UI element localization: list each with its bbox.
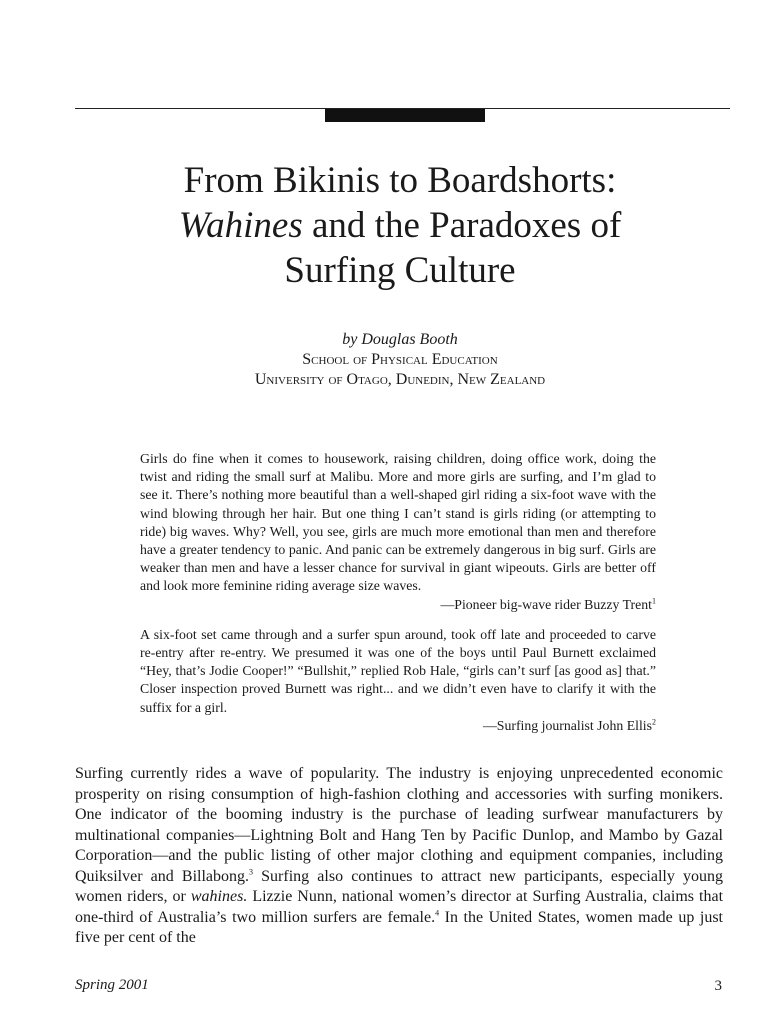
title-line-1: From Bikinis to Boardshorts: [183, 160, 617, 201]
italic-term: wahines. [190, 888, 248, 905]
university: University of Otago, Dunedin, New Zealand [254, 371, 546, 388]
title-line-3: Surfing Culture [284, 250, 516, 291]
epigraph-text: A six-foot set came through and a surfer spun around, took off late and proceeded to carve re-entry after re-entry. We presumed it was one of the boys until Paul Burnett exclaimed “Hey, that’s Jodie Cooper!” “Bullshit,” replied Rob Hale, “girls can’t surf [as good as] that.” Closer inspection proved Burnett was right... and we didn’t even have to clarify it with the suffix for a girl. [140, 626, 656, 715]
title-italic-word: Wahines [178, 205, 303, 246]
epigraphs [140, 450, 656, 735]
epigraph-2 [140, 626, 656, 735]
epigraph-text: Girls do fine when it comes to housework, raising children, doing office work, doing the twist and riding the small surf at Malibu. More and more girls are surfing, and I’m glad to see it. There’s nothing more beautiful than a well-shaped girl riding a six-foot wave with the wind blowing through her hair. But one thing I can’t stand is girls riding (or attempting to ride) big waves. Why? Well, you see, girls are much more emotional than men and therefore have a greater tendency to panic. And panic can be extremely dangerous in big surf. Girls are weaker than men and have a lesser chance for survival in giant wipeouts. Girls are better off and look more feminine riding average size waves. [140, 451, 656, 594]
header-rule-block [325, 109, 485, 122]
journal-issue: Spring 2001 [75, 977, 149, 993]
byline [150, 330, 650, 390]
epigraph-attribution: —Surfing journalist John Ellis$^2$ [482, 717, 656, 733]
title-line-2-rest: and the Paradoxes of [302, 205, 622, 246]
department: School of Physical Education [302, 351, 498, 368]
body-paragraph: Surfing currently rides a wave of popularity. The industry is enjoying unprecedented economic prosperity on rising consumption of high-fashion clothing and accessories with surfing monikers. One indicator of the booming industry is the purchase of leading surfwear manufacturers by multinational companies—Lightning Bolt and Hang Ten by Pacific Dunlop, and Mambo by Gazal Corporation—and the public listing of other major clothing and equipment companies, including Quiksilver and Billabong.$^3$ Surfing also continues to attract new participants, especially young women riders, or wahines. Lizzie Nunn, national women’s director at Surfing Australia, claims that one-third of Australia’s two million surfers are female.$^4$ In the United States, women made up just five per cent of the [75, 765, 724, 946]
title-line-2 [100, 203, 700, 248]
author: by Douglas Booth [342, 331, 458, 348]
footnote-ref: 4 [435, 908, 440, 918]
footnote-ref: 3 [249, 867, 254, 877]
epigraph-1 [140, 450, 656, 614]
footnote-ref: 1 [652, 596, 656, 606]
epigraph-attribution: —Pioneer big-wave rider Buzzy Trent$^1$ [440, 596, 656, 612]
article-title [100, 158, 700, 293]
page-number: 3 [714, 978, 722, 994]
footnote-ref: 2 [652, 717, 656, 727]
